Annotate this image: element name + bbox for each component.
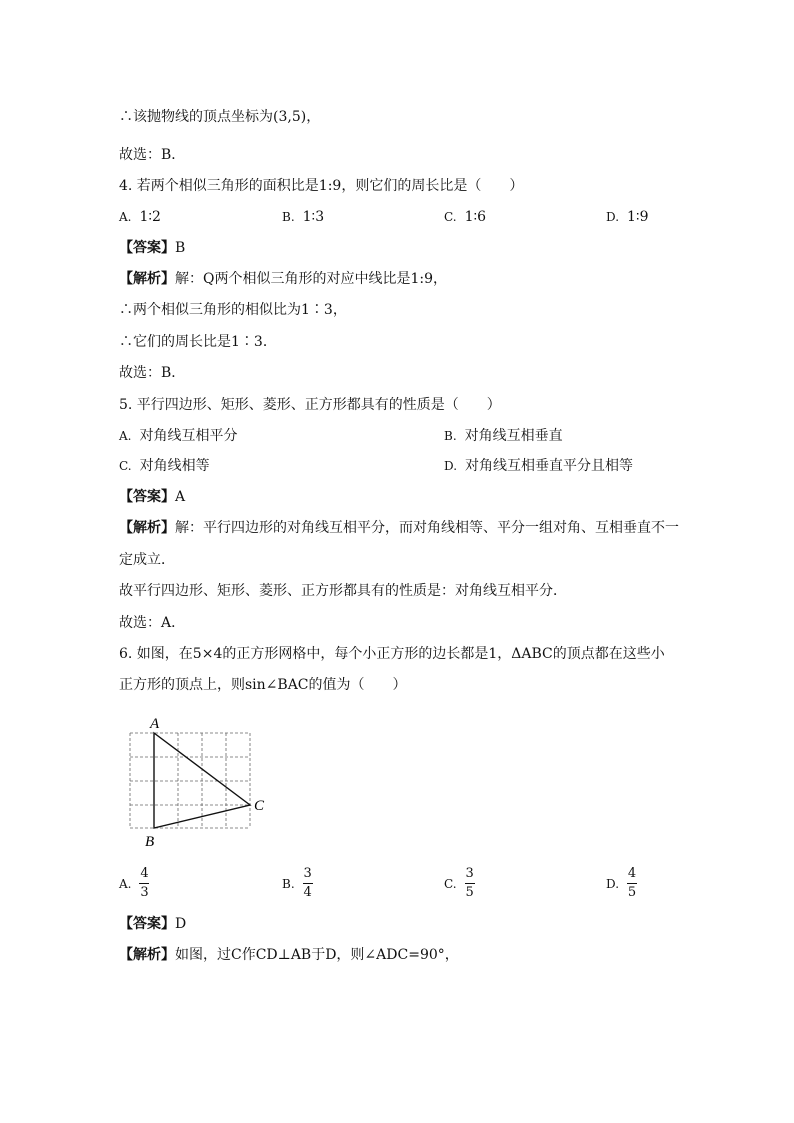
answer-value: A xyxy=(175,489,186,505)
question-6-cont: 正方形的顶点上，则sin∠BAC的值为（ ） xyxy=(119,677,407,693)
q4-option-b xyxy=(282,207,324,227)
answer-line xyxy=(119,238,185,258)
q4-option-d xyxy=(606,207,648,227)
option-label: B. xyxy=(444,429,457,443)
text-line: 故选：B． xyxy=(119,147,186,163)
fraction xyxy=(627,867,637,900)
explanation-line: 故平行四边形、矩形、菱形、正方形都具有的性质是：对角线互相平分． xyxy=(119,583,567,599)
explanation-line xyxy=(119,945,459,965)
denominator: 3 xyxy=(140,885,149,900)
fraction-bar xyxy=(303,883,313,884)
answer-tag: 【答案】 xyxy=(119,489,175,505)
explanation-line xyxy=(119,518,679,538)
explanation-text: 解：平行四边形的对角线互相平分，而对角线相等、平分一组对角、互相垂直不一 xyxy=(175,520,679,536)
explanation-tag: 【解析】 xyxy=(119,947,175,963)
fraction xyxy=(139,867,149,900)
denominator: 4 xyxy=(303,885,312,900)
explanation-tag: 【解析】 xyxy=(119,520,175,536)
option-label: C. xyxy=(444,210,457,224)
answer-tag: 【答案】 xyxy=(119,916,175,932)
numerator: 4 xyxy=(140,866,149,881)
fraction xyxy=(465,867,475,900)
answer-value: B xyxy=(175,240,186,256)
explanation-line: 故选：A． xyxy=(119,615,186,631)
option-text: 1∶9 xyxy=(627,209,649,225)
q4-option-a xyxy=(119,207,161,227)
numerator: 3 xyxy=(465,866,474,881)
grid xyxy=(130,733,250,828)
option-text: 1∶6 xyxy=(464,209,487,225)
option-label: B. xyxy=(282,210,295,224)
explanation-line: 定成立． xyxy=(119,552,175,568)
triangle-grid-figure xyxy=(118,712,278,852)
numerator: 4 xyxy=(627,866,637,881)
q4-option-c xyxy=(444,207,486,227)
option-label: B. xyxy=(282,876,295,891)
q5-option-c xyxy=(119,456,210,476)
q5-option-b xyxy=(444,426,563,446)
option-label: A. xyxy=(119,429,132,443)
question-5: 5. 平行四边形、矩形、菱形、正方形都具有的性质是（ ） xyxy=(119,397,501,413)
option-label: C. xyxy=(444,876,457,891)
q6-option-c xyxy=(444,867,475,900)
vertex-c-label: C xyxy=(254,798,265,814)
fraction-bar xyxy=(139,883,149,884)
explanation-text: 如图，过C作CD⊥AB于D，则∠ADC=90°， xyxy=(175,947,459,963)
answer-line xyxy=(119,487,185,507)
question-4: 4. 若两个相似三角形的面积比是1:9，则它们的周长比是（ ） xyxy=(119,178,524,194)
q5-option-a xyxy=(119,426,237,446)
option-text: 1∶2 xyxy=(139,209,161,225)
vertex-a-label: A xyxy=(150,716,160,732)
fraction xyxy=(303,867,313,900)
answer-tag: 【答案】 xyxy=(119,240,175,256)
option-text: 对角线互相平分 xyxy=(139,428,238,444)
explanation-tag: 【解析】 xyxy=(119,271,175,287)
explanation-line: 故选：B． xyxy=(119,365,186,381)
option-label: A. xyxy=(119,210,132,224)
explanation-line: ∴它们的周长比是1∶3． xyxy=(119,334,277,350)
option-text: 1∶3 xyxy=(302,209,325,225)
q6-option-d xyxy=(606,867,637,900)
option-label: A. xyxy=(119,876,132,891)
explanation-line xyxy=(119,269,447,289)
option-text: 对角线相等 xyxy=(139,458,210,474)
denominator: 5 xyxy=(627,885,637,900)
denominator: 5 xyxy=(465,885,474,900)
q6-option-a xyxy=(119,867,149,900)
option-label: C. xyxy=(119,459,132,473)
vertex-b-label: B xyxy=(145,834,155,850)
fraction-bar xyxy=(627,883,637,884)
explanation-text: 解：Q两个相似三角形的对应中线比是1:9， xyxy=(175,271,448,287)
text-line: ∴该抛物线的顶点坐标为(3,5)， xyxy=(119,109,321,125)
explanation-line: ∴两个相似三角形的相似比为1∶3， xyxy=(119,302,347,318)
option-text: 对角线互相垂直平分且相等 xyxy=(465,458,634,474)
question-6: 6. 如图，在5×4的正方形网格中，每个小正方形的边长都是1，ΔABC的顶点都在这些小 xyxy=(119,646,665,662)
option-label: D. xyxy=(444,459,458,473)
numerator: 3 xyxy=(303,866,312,881)
fraction-bar xyxy=(465,883,475,884)
option-text: 对角线互相垂直 xyxy=(464,428,563,444)
q6-option-b xyxy=(282,867,313,900)
option-label: D. xyxy=(606,876,620,891)
q5-option-d xyxy=(444,456,633,476)
answer-value: D xyxy=(175,916,187,932)
option-label: D. xyxy=(606,210,620,224)
answer-line xyxy=(119,914,186,934)
